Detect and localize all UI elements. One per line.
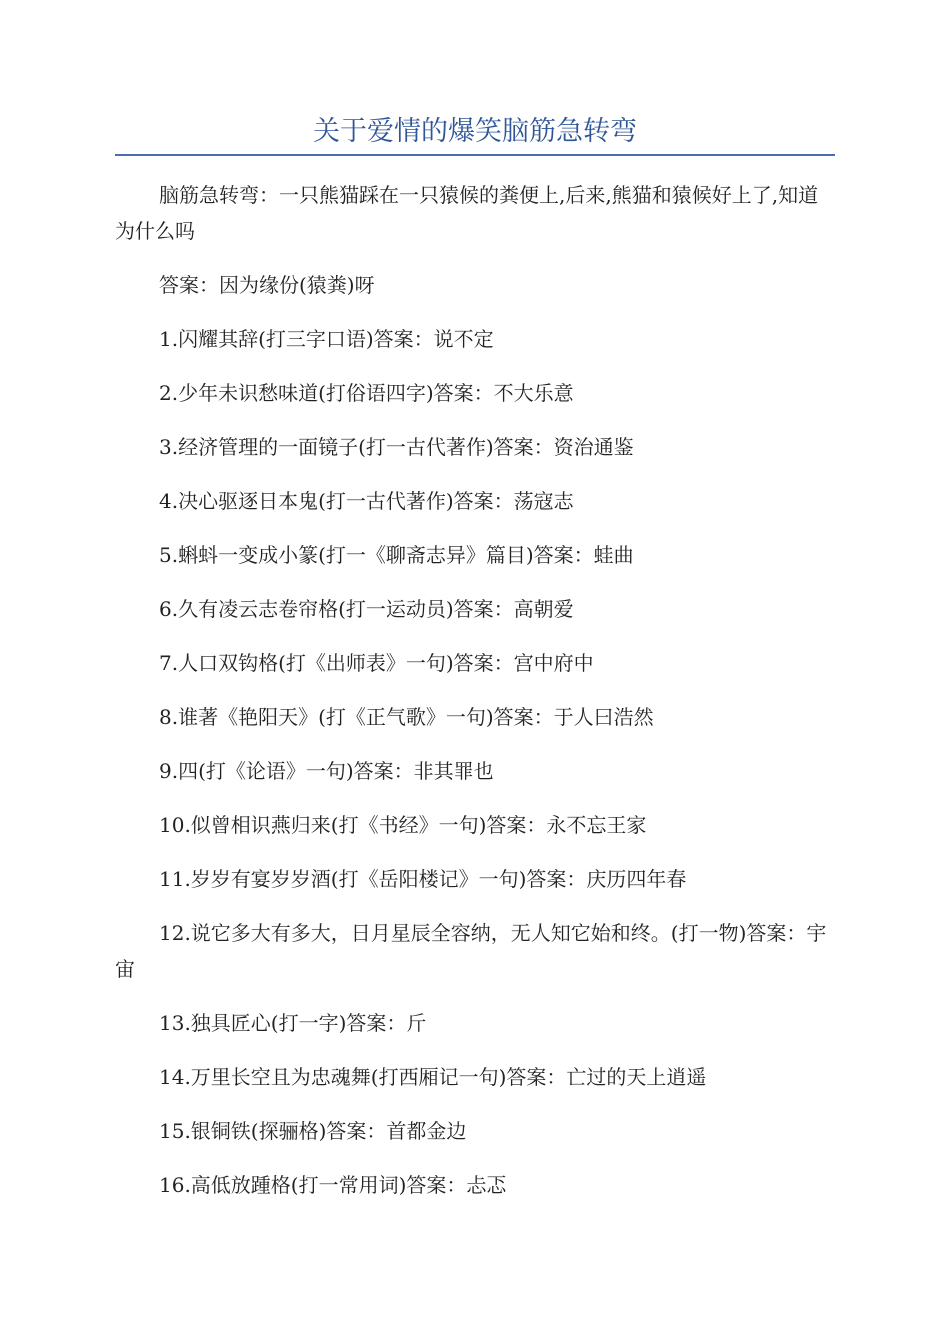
riddle-item-1: 1.闪耀其辞(打三字口语)答案：说不定 bbox=[159, 327, 494, 351]
intro-answer: 答案：因为缘份(猿粪)呀 bbox=[159, 273, 375, 297]
riddle-item-16: 16.高低放踵格(打一常用词)答案：忐忑 bbox=[159, 1173, 507, 1197]
riddle-item-6: 6.久有凌云志卷帘格(打一运动员)答案：高朝爱 bbox=[159, 597, 574, 621]
riddle-item-3: 3.经济管理的一面镜子(打一古代著作)答案：资治通鉴 bbox=[159, 435, 634, 459]
riddle-item-11: 11.岁岁有宴岁岁酒(打《岳阳楼记》一句)答案：庆历四年春 bbox=[159, 867, 687, 891]
riddle-item-5: 5.蝌蚪一变成小篆(打一《聊斋志异》篇目)答案：蛙曲 bbox=[159, 543, 634, 567]
riddle-item-15: 15.银铜铁(探骊格)答案：首都金边 bbox=[159, 1119, 467, 1143]
riddle-item-2: 2.少年未识愁味道(打俗语四字)答案：不大乐意 bbox=[159, 381, 574, 405]
title-underline bbox=[115, 154, 835, 156]
riddle-item-8: 8.谁著《艳阳天》(打《正气歌》一句)答案：于人曰浩然 bbox=[159, 705, 654, 729]
riddle-item-7: 7.人口双钩格(打《出师表》一句)答案：宫中府中 bbox=[159, 651, 594, 675]
riddle-item-10: 10.似曾相识燕归来(打《书经》一句)答案：永不忘王家 bbox=[159, 813, 647, 837]
riddle-item-13: 13.独具匠心(打一字)答案：斤 bbox=[159, 1011, 427, 1035]
riddle-item-14: 14.万里长空且为忠魂舞(打西厢记一句)答案：亡过的天上逍遥 bbox=[159, 1065, 707, 1089]
document-body bbox=[115, 177, 835, 1221]
riddle-item-12: 12.说它多大有多大，日月星辰全容纳，无人知它始和终。(打一物)答案：宇宙 bbox=[115, 921, 827, 981]
riddle-item-4: 4.决心驱逐日本鬼(打一古代著作)答案：荡寇志 bbox=[159, 489, 574, 513]
intro-riddle: 脑筋急转弯：一只熊猫踩在一只猿候的粪便上,后来,熊猫和猿候好上了,知道为什么吗 bbox=[115, 183, 819, 243]
riddle-item-9: 9.四(打《论语》一句)答案：非其罪也 bbox=[159, 759, 494, 783]
document-title: 关于爱情的爆笑脑筋急转弯 bbox=[313, 116, 637, 147]
